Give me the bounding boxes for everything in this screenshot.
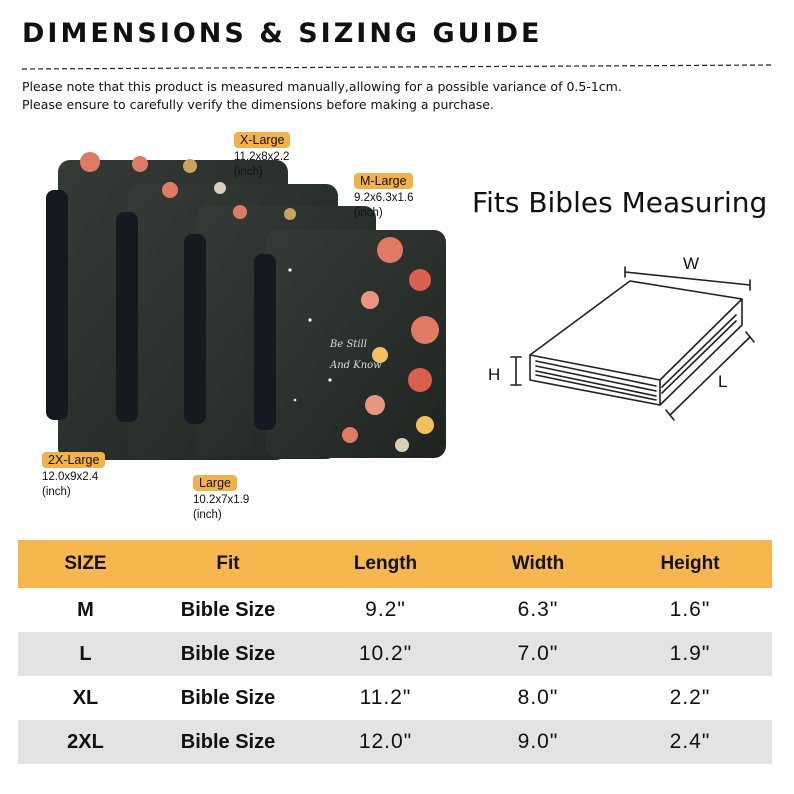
cell-size: L	[18, 632, 153, 676]
cell-size: M	[77, 598, 94, 621]
header-fit: Fit	[153, 540, 303, 588]
size-tag-large	[193, 474, 249, 522]
cell-length: 12.0"	[303, 720, 468, 764]
size-label: Large	[193, 475, 237, 491]
cell-height: 1.6"	[669, 598, 711, 621]
size-dims: 11.2x8x2.2	[234, 151, 290, 163]
size-tag-xlarge	[234, 131, 290, 179]
cell-height: 2.2"	[669, 686, 711, 709]
size-unit: (inch)	[354, 207, 383, 219]
book-diagram	[480, 245, 770, 425]
header-length: Length	[303, 540, 468, 588]
variance-note: Please note that this product is measured manually,allowing for a possible variance of 0.5-1cm.	[22, 79, 622, 94]
page-title: DIMENSIONS & SIZING GUIDE	[22, 18, 543, 49]
cell-fit: Bible Size	[180, 598, 276, 621]
table-row	[18, 676, 772, 720]
size-label: X-Large	[234, 132, 290, 148]
table-row	[18, 632, 772, 676]
header-width: Width	[468, 540, 608, 588]
cover-medium	[254, 230, 446, 458]
dashed-divider	[22, 64, 772, 70]
cover-text-1: Be Still	[330, 339, 367, 350]
cell-height: 1.9"	[608, 632, 772, 676]
size-unit: (inch)	[234, 166, 263, 178]
cell-height: 2.4"	[608, 720, 772, 764]
size-label: M-Large	[354, 173, 413, 189]
table-row	[18, 720, 772, 764]
size-unit: (inch)	[42, 486, 71, 498]
table-header-row	[18, 540, 772, 588]
cover-text-2: And Know	[330, 360, 382, 371]
cell-fit: Bible Size	[153, 720, 303, 764]
cell-length: 10.2"	[303, 632, 468, 676]
header-height: Height	[608, 540, 772, 588]
cell-width: 9.0"	[468, 720, 608, 764]
table-row	[18, 588, 772, 632]
size-dims: 10.2x7x1.9	[193, 494, 250, 506]
cell-fit: Bible Size	[180, 686, 276, 709]
cell-width: 6.3"	[517, 598, 559, 621]
height-label: H	[488, 365, 501, 384]
width-label: W	[683, 254, 700, 273]
size-dims: 12.0x9x2.4	[42, 471, 99, 483]
cell-length: 9.2"	[365, 598, 406, 621]
cell-width: 8.0"	[517, 686, 559, 709]
header-size: SIZE	[18, 540, 153, 588]
length-label: L	[718, 372, 728, 391]
size-tag-2xlarge	[42, 451, 105, 499]
size-tag-mlarge	[354, 172, 413, 220]
verify-note: Please ensure to carefully verify the dimensions before making a purchase.	[22, 97, 494, 112]
size-table	[18, 540, 772, 764]
cell-fit: Bible Size	[153, 632, 303, 676]
size-dims: 9.2x6.3x1.6	[354, 192, 414, 204]
cell-size: XL	[72, 686, 99, 709]
size-label: 2X-Large	[42, 452, 105, 468]
size-unit: (inch)	[193, 509, 222, 521]
fits-title: Fits Bibles Measuring	[472, 186, 768, 219]
cell-length: 11.2"	[359, 686, 412, 709]
cell-width: 7.0"	[468, 632, 608, 676]
cell-size: 2XL	[18, 720, 153, 764]
